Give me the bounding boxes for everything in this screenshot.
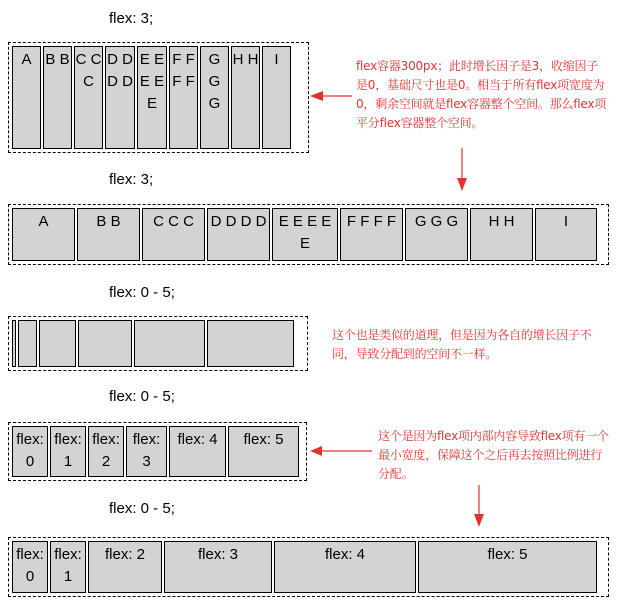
annotation-note-2: 这个也是类似的道理，但是因为各自的增长因子不同，导致分配到的空间不一样。 — [332, 328, 592, 361]
flex-item-g: G G G — [200, 46, 229, 149]
flex-item-2: flex: 2 — [88, 541, 162, 593]
flex-item-b: B B — [77, 208, 140, 261]
flex-item-1: flex: 1 — [50, 541, 86, 593]
flex-item-d: D D D D — [207, 208, 270, 261]
flex-item-g: G G G — [405, 208, 468, 261]
flex-item-0: flex: 0 — [12, 426, 48, 477]
flex-item-5: flex: 5 — [418, 541, 597, 593]
flex-item-f: F F F F — [340, 208, 403, 261]
section-5-label: flex: 0 - 5; — [109, 500, 175, 517]
flex-item-3: flex: 3 — [126, 426, 167, 477]
flex-item-3: flex: 3 — [164, 541, 272, 593]
flex-item-4: flex: 4 — [169, 426, 226, 477]
flex-item-f: F F F F — [169, 46, 198, 149]
flex-item-e: E E E E E — [137, 46, 167, 149]
flex-item-0: flex: 0 — [12, 541, 48, 593]
section-1-label: flex: 3; — [109, 10, 154, 27]
flex-item-a: A — [12, 46, 41, 149]
section-3-label: flex: 0 - 5; — [109, 284, 175, 301]
flex-item-b: B B — [43, 46, 72, 149]
arrow-note3-down-icon — [474, 485, 484, 527]
flex-item-h: H H — [470, 208, 533, 261]
flex-item-2: flex: 2 — [88, 426, 124, 477]
flex-item-a: A — [12, 208, 75, 261]
arrow-note1-left-icon — [310, 91, 352, 101]
flex-item-i: I — [535, 208, 597, 261]
flex-item-c: C C C — [74, 46, 103, 149]
flex-item-5: flex: 5 — [228, 426, 299, 477]
arrow-note3-left-icon — [310, 446, 372, 456]
flex-item-c: C C C — [142, 208, 205, 261]
flex-item-1: flex: 1 — [50, 426, 86, 477]
section-2-label: flex: 3; — [109, 171, 154, 188]
annotation-note-3: 这个是因为flex项内部内容导致flex项有一个最小宽度，保障这个之后再去按照比例进行分配。 — [378, 429, 609, 481]
arrow-note1-down-icon — [457, 148, 467, 191]
flex-item-h: H H — [231, 46, 260, 149]
flex-item-i: I — [262, 46, 291, 149]
flex-item-4: flex: 4 — [274, 541, 416, 593]
section-4-label: flex: 0 - 5; — [109, 388, 175, 405]
flex-item-e: E E E E E — [272, 208, 338, 261]
flex-item-d: D D D D — [105, 46, 135, 149]
annotation-note-1: flex容器300px；此时增长因子是3，收缩因子是0，基础尺寸也是0。相当于所有flex项宽度为0，剩余空间就是flex容器整个空间。那么flex项平分flex容器整个空间。 — [356, 59, 607, 130]
